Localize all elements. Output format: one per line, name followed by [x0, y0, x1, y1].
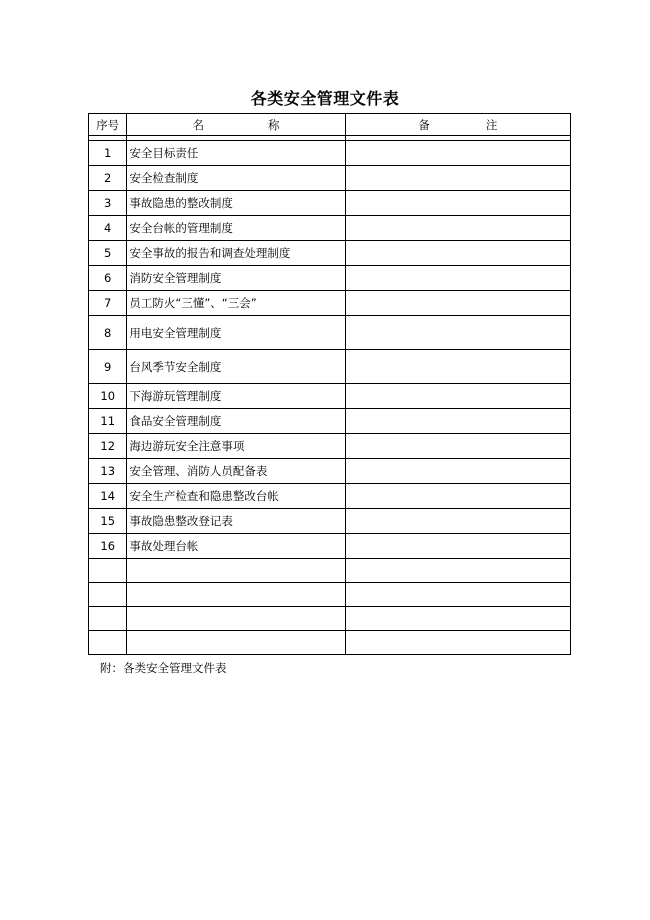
row-seq: 1 [89, 141, 127, 166]
row-remark [345, 291, 570, 316]
header-remark-char-2: 注 [485, 117, 498, 132]
row-name: 员工防火“三懂”、“三会” [127, 291, 345, 316]
row-name: 安全管理、消防人员配备表 [127, 459, 345, 484]
empty-row [89, 607, 571, 631]
row-name: 食品安全管理制度 [127, 409, 345, 434]
row-seq: 16 [89, 534, 127, 559]
empty-row [89, 631, 571, 655]
row-remark [345, 216, 570, 241]
row-seq: 10 [89, 384, 127, 409]
row-seq: 15 [89, 509, 127, 534]
row-name: 安全台帐的管理制度 [127, 216, 345, 241]
table-row [89, 434, 571, 459]
row-seq: 2 [89, 166, 127, 191]
row-remark [345, 384, 570, 409]
row-seq: 14 [89, 484, 127, 509]
table-row [89, 350, 571, 384]
row-seq: 4 [89, 216, 127, 241]
row-name: 事故处理台帐 [127, 534, 345, 559]
row-remark [345, 166, 570, 191]
table-row [89, 166, 571, 191]
header-name-char-2: 称 [268, 117, 280, 132]
row-remark [345, 484, 570, 509]
table-header-row [89, 114, 571, 136]
row-name: 台风季节安全制度 [127, 350, 345, 384]
table-row [89, 316, 571, 350]
page-title: 各类安全管理文件表 [250, 89, 400, 108]
row-seq: 7 [89, 291, 127, 316]
row-remark [345, 266, 570, 291]
footnote: 附：各类安全管理文件表 [100, 661, 227, 675]
table-row [89, 141, 571, 166]
row-name: 事故隐患整改登记表 [127, 509, 345, 534]
row-remark [345, 509, 570, 534]
row-remark [345, 534, 570, 559]
table-row [89, 384, 571, 409]
header-remark [345, 114, 570, 136]
row-name: 安全生产检查和隐患整改台帐 [127, 484, 345, 509]
header-name [127, 114, 345, 136]
row-remark [345, 141, 570, 166]
row-remark [345, 459, 570, 484]
table-row [89, 291, 571, 316]
row-name: 下海游玩管理制度 [127, 384, 345, 409]
row-remark [345, 434, 570, 459]
row-seq: 3 [89, 191, 127, 216]
table-row [89, 266, 571, 291]
row-remark [345, 191, 570, 216]
row-remark [345, 409, 570, 434]
table-row [89, 216, 571, 241]
table-row [89, 534, 571, 559]
row-seq: 6 [89, 266, 127, 291]
row-seq: 5 [89, 241, 127, 266]
row-seq: 11 [89, 409, 127, 434]
empty-row [89, 559, 571, 583]
row-name: 安全检查制度 [127, 166, 345, 191]
table-row [89, 509, 571, 534]
row-name: 安全目标责任 [127, 141, 345, 166]
row-seq: 12 [89, 434, 127, 459]
row-name: 用电安全管理制度 [127, 316, 345, 350]
row-name: 海边游玩安全注意事项 [127, 434, 345, 459]
table-row [89, 484, 571, 509]
table-row [89, 409, 571, 434]
row-remark [345, 316, 570, 350]
header-remark-char-1: 备 [418, 117, 430, 132]
row-seq: 13 [89, 459, 127, 484]
row-name: 消防安全管理制度 [127, 266, 345, 291]
empty-row [89, 583, 571, 607]
row-name: 安全事故的报告和调查处理制度 [127, 241, 345, 266]
row-remark [345, 241, 570, 266]
table-row [89, 191, 571, 216]
table-row [89, 241, 571, 266]
row-seq: 8 [89, 316, 127, 350]
row-name: 事故隐患的整改制度 [127, 191, 345, 216]
document-table [88, 113, 571, 655]
table-row [89, 459, 571, 484]
row-remark [345, 350, 570, 384]
header-seq: 序号 [89, 114, 127, 136]
row-seq: 9 [89, 350, 127, 384]
header-name-char-1: 名 [192, 117, 205, 132]
